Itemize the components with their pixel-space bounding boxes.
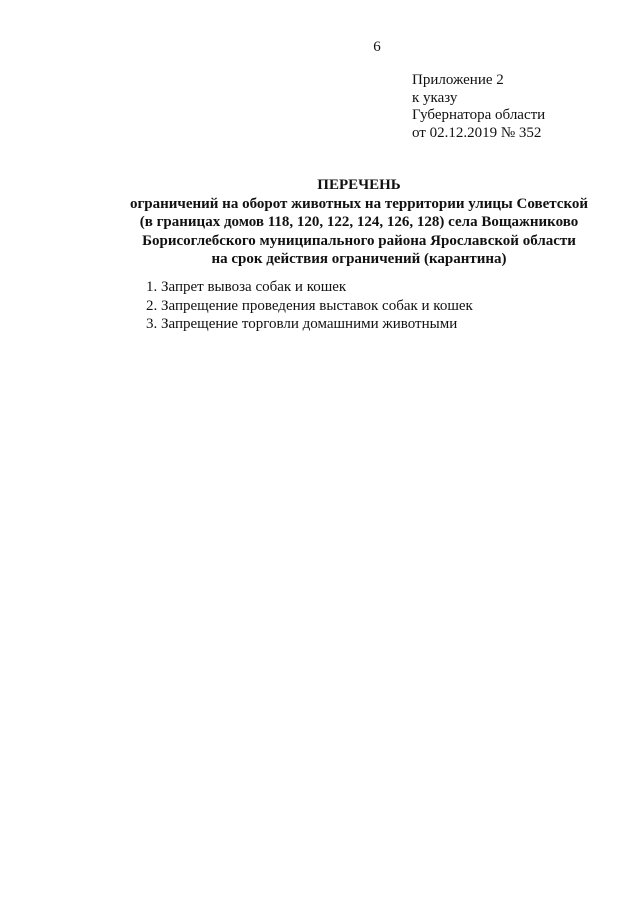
list-item: 1. Запрет вывоза собак и кошек: [146, 279, 347, 295]
appendix-line: к указу: [412, 89, 458, 106]
title-line: Борисоглебского муниципального района Ярославской области: [142, 232, 576, 249]
title-line: ограничений на оборот животных на территории улицы Советской: [129, 195, 589, 212]
document-title: [40, 176, 640, 269]
list-item: 3. Запрещение торговли домашними животными: [146, 316, 458, 332]
appendix-line: Губернатора области: [412, 107, 546, 123]
appendix-line: от 02.12.2019 № 352: [412, 124, 542, 141]
title-line: (в границах домов 118, 120, 122, 124, 126, 128) села Вощажниково: [139, 214, 579, 230]
appendix-note: [412, 72, 622, 142]
title-heading: ПЕРЕЧЕНЬ: [317, 177, 401, 193]
page-number: 6: [373, 39, 381, 55]
title-line: на срок действия ограничений (карантина): [211, 251, 507, 267]
restrictions-list: [146, 278, 586, 334]
list-item: 2. Запрещение проведения выставок собак и кошек: [146, 297, 473, 314]
appendix-line: Приложение 2: [412, 72, 504, 88]
